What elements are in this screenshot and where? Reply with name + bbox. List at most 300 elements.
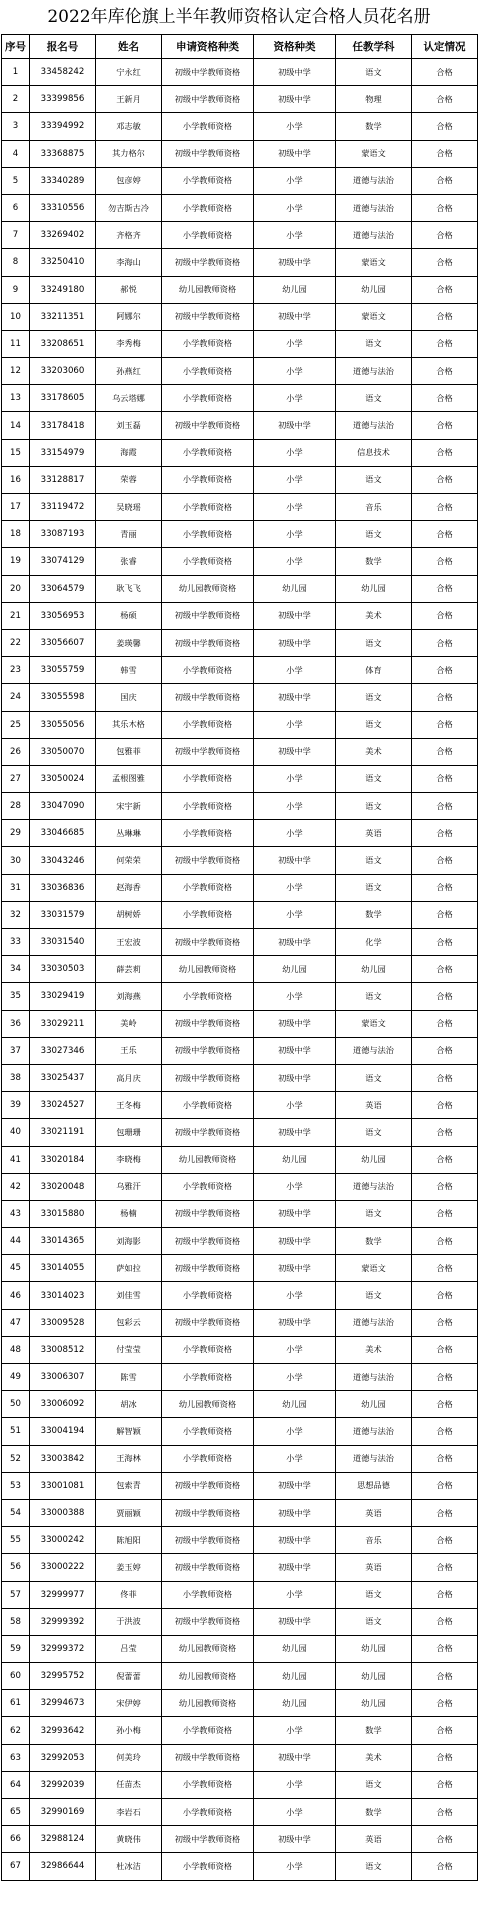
cell-subject: 语文 bbox=[336, 711, 412, 738]
cell-result: 合格 bbox=[412, 222, 478, 249]
cell-seq: 42 bbox=[2, 1173, 30, 1200]
table-row bbox=[2, 303, 478, 330]
cell-name: 王宏波 bbox=[96, 929, 162, 956]
cell-result: 合格 bbox=[412, 86, 478, 113]
cell-qual-type: 幼儿园 bbox=[254, 1690, 336, 1717]
cell-seq: 28 bbox=[2, 793, 30, 820]
cell-qual-type: 初级中学 bbox=[254, 1228, 336, 1255]
cell-result: 合格 bbox=[412, 494, 478, 521]
cell-result: 合格 bbox=[412, 602, 478, 629]
table-row bbox=[2, 1391, 478, 1418]
cell-applied-type: 初级中学教师资格 bbox=[162, 1200, 254, 1227]
cell-applied-type: 小学教师资格 bbox=[162, 1336, 254, 1363]
cell-name: 海霞 bbox=[96, 439, 162, 466]
cell-qual-type: 小学 bbox=[254, 657, 336, 684]
cell-reg-no: 33458242 bbox=[30, 59, 96, 86]
cell-name: 李海山 bbox=[96, 249, 162, 276]
table-row bbox=[2, 629, 478, 656]
cell-subject: 道德与法治 bbox=[336, 1037, 412, 1064]
cell-applied-type: 初级中学教师资格 bbox=[162, 602, 254, 629]
cell-qual-type: 初级中学 bbox=[254, 1499, 336, 1526]
cell-result: 合格 bbox=[412, 1418, 478, 1445]
cell-qual-type: 初级中学 bbox=[254, 1554, 336, 1581]
table-row bbox=[2, 1255, 478, 1282]
cell-result: 合格 bbox=[412, 521, 478, 548]
cell-name: 阿娜尔 bbox=[96, 303, 162, 330]
cell-subject: 语文 bbox=[336, 684, 412, 711]
cell-applied-type: 初级中学教师资格 bbox=[162, 140, 254, 167]
cell-result: 合格 bbox=[412, 385, 478, 412]
cell-subject: 美术 bbox=[336, 602, 412, 629]
cell-seq: 34 bbox=[2, 956, 30, 983]
cell-name: 刘玉磊 bbox=[96, 412, 162, 439]
cell-seq: 6 bbox=[2, 194, 30, 221]
cell-reg-no: 33340289 bbox=[30, 167, 96, 194]
cell-result: 合格 bbox=[412, 1744, 478, 1771]
cell-name: 宋伊婷 bbox=[96, 1690, 162, 1717]
cell-result: 合格 bbox=[412, 1690, 478, 1717]
cell-qual-type: 初级中学 bbox=[254, 303, 336, 330]
cell-name: 吴晓瑶 bbox=[96, 494, 162, 521]
cell-seq: 4 bbox=[2, 140, 30, 167]
cell-result: 合格 bbox=[412, 629, 478, 656]
cell-applied-type: 小学教师资格 bbox=[162, 983, 254, 1010]
roster-table bbox=[1, 34, 478, 1881]
cell-reg-no: 33008512 bbox=[30, 1336, 96, 1363]
table-row bbox=[2, 1119, 478, 1146]
cell-subject: 幼儿园 bbox=[336, 575, 412, 602]
cell-name: 耿飞飞 bbox=[96, 575, 162, 602]
cell-name: 贾丽颖 bbox=[96, 1499, 162, 1526]
cell-subject: 数学 bbox=[336, 1799, 412, 1826]
table-row bbox=[2, 1418, 478, 1445]
cell-seq: 65 bbox=[2, 1799, 30, 1826]
cell-name: 勿吉斯古冷 bbox=[96, 194, 162, 221]
cell-qual-type: 初级中学 bbox=[254, 1608, 336, 1635]
cell-applied-type: 初级中学教师资格 bbox=[162, 1499, 254, 1526]
cell-subject: 幼儿园 bbox=[336, 1391, 412, 1418]
cell-subject: 语文 bbox=[336, 847, 412, 874]
cell-result: 合格 bbox=[412, 1064, 478, 1091]
cell-name: 包彩云 bbox=[96, 1309, 162, 1336]
cell-subject: 英语 bbox=[336, 1092, 412, 1119]
cell-reg-no: 33014055 bbox=[30, 1255, 96, 1282]
cell-result: 合格 bbox=[412, 929, 478, 956]
table-row bbox=[2, 602, 478, 629]
cell-applied-type: 小学教师资格 bbox=[162, 1853, 254, 1880]
cell-name: 宁永红 bbox=[96, 59, 162, 86]
table-row bbox=[2, 1663, 478, 1690]
cell-applied-type: 幼儿园教师资格 bbox=[162, 1635, 254, 1662]
cell-reg-no: 33249180 bbox=[30, 276, 96, 303]
cell-seq: 66 bbox=[2, 1826, 30, 1853]
table-row bbox=[2, 765, 478, 792]
table-row bbox=[2, 657, 478, 684]
table-row bbox=[2, 249, 478, 276]
cell-subject: 数学 bbox=[336, 1717, 412, 1744]
cell-subject: 蒙语文 bbox=[336, 140, 412, 167]
cell-reg-no: 32995752 bbox=[30, 1663, 96, 1690]
cell-reg-no: 33015880 bbox=[30, 1200, 96, 1227]
cell-applied-type: 小学教师资格 bbox=[162, 820, 254, 847]
cell-subject: 蒙语文 bbox=[336, 303, 412, 330]
table-row bbox=[2, 412, 478, 439]
cell-subject: 数学 bbox=[336, 548, 412, 575]
cell-result: 合格 bbox=[412, 1092, 478, 1119]
cell-seq: 47 bbox=[2, 1309, 30, 1336]
cell-name: 王乐 bbox=[96, 1037, 162, 1064]
cell-applied-type: 小学教师资格 bbox=[162, 711, 254, 738]
cell-subject: 蒙语文 bbox=[336, 1010, 412, 1037]
table-row bbox=[2, 59, 478, 86]
cell-result: 合格 bbox=[412, 575, 478, 602]
cell-name: 国庆 bbox=[96, 684, 162, 711]
cell-name: 李晓梅 bbox=[96, 1146, 162, 1173]
table-row bbox=[2, 330, 478, 357]
cell-result: 合格 bbox=[412, 1608, 478, 1635]
cell-qual-type: 小学 bbox=[254, 874, 336, 901]
cell-name: 刘海影 bbox=[96, 1228, 162, 1255]
cell-reg-no: 33043246 bbox=[30, 847, 96, 874]
cell-result: 合格 bbox=[412, 140, 478, 167]
cell-applied-type: 初级中学教师资格 bbox=[162, 1608, 254, 1635]
table-row bbox=[2, 194, 478, 221]
cell-subject: 物理 bbox=[336, 86, 412, 113]
cell-seq: 43 bbox=[2, 1200, 30, 1227]
cell-qual-type: 小学 bbox=[254, 439, 336, 466]
cell-reg-no: 32986644 bbox=[30, 1853, 96, 1880]
cell-applied-type: 小学教师资格 bbox=[162, 1771, 254, 1798]
cell-name: 乌云塔娜 bbox=[96, 385, 162, 412]
cell-result: 合格 bbox=[412, 765, 478, 792]
cell-name: 薛芸莉 bbox=[96, 956, 162, 983]
cell-name: 宋宇新 bbox=[96, 793, 162, 820]
cell-qual-type: 初级中学 bbox=[254, 847, 336, 874]
table-row bbox=[2, 385, 478, 412]
cell-qual-type: 幼儿园 bbox=[254, 1146, 336, 1173]
cell-applied-type: 小学教师资格 bbox=[162, 874, 254, 901]
cell-applied-type: 初级中学教师资格 bbox=[162, 1554, 254, 1581]
cell-applied-type: 小学教师资格 bbox=[162, 167, 254, 194]
table-row bbox=[2, 1472, 478, 1499]
cell-reg-no: 33009528 bbox=[30, 1309, 96, 1336]
cell-name: 杨楠 bbox=[96, 1200, 162, 1227]
cell-result: 合格 bbox=[412, 466, 478, 493]
cell-seq: 52 bbox=[2, 1445, 30, 1472]
cell-seq: 15 bbox=[2, 439, 30, 466]
cell-name: 李岩石 bbox=[96, 1799, 162, 1826]
cell-result: 合格 bbox=[412, 303, 478, 330]
cell-reg-no: 33154979 bbox=[30, 439, 96, 466]
cell-name: 何美玲 bbox=[96, 1744, 162, 1771]
cell-name: 其力格尔 bbox=[96, 140, 162, 167]
table-row bbox=[2, 1173, 478, 1200]
cell-seq: 33 bbox=[2, 929, 30, 956]
cell-result: 合格 bbox=[412, 1336, 478, 1363]
cell-seq: 24 bbox=[2, 684, 30, 711]
cell-applied-type: 初级中学教师资格 bbox=[162, 1826, 254, 1853]
cell-name: 包索青 bbox=[96, 1472, 162, 1499]
cell-applied-type: 幼儿园教师资格 bbox=[162, 1690, 254, 1717]
cell-applied-type: 初级中学教师资格 bbox=[162, 1228, 254, 1255]
cell-qual-type: 小学 bbox=[254, 1418, 336, 1445]
table-row bbox=[2, 1527, 478, 1554]
cell-qual-type: 小学 bbox=[254, 1336, 336, 1363]
cell-qual-type: 初级中学 bbox=[254, 1255, 336, 1282]
cell-name: 邓志敏 bbox=[96, 113, 162, 140]
cell-name: 其乐木格 bbox=[96, 711, 162, 738]
cell-applied-type: 小学教师资格 bbox=[162, 1418, 254, 1445]
cell-reg-no: 33394992 bbox=[30, 113, 96, 140]
cell-applied-type: 小学教师资格 bbox=[162, 113, 254, 140]
cell-reg-no: 33046685 bbox=[30, 820, 96, 847]
header-name: 姓名 bbox=[96, 35, 162, 59]
cell-subject: 道德与法治 bbox=[336, 1173, 412, 1200]
cell-name: 佟菲 bbox=[96, 1581, 162, 1608]
cell-result: 合格 bbox=[412, 276, 478, 303]
cell-subject: 道德与法治 bbox=[336, 194, 412, 221]
cell-result: 合格 bbox=[412, 358, 478, 385]
cell-reg-no: 33000242 bbox=[30, 1527, 96, 1554]
cell-applied-type: 小学教师资格 bbox=[162, 765, 254, 792]
cell-subject: 道德与法治 bbox=[336, 1445, 412, 1472]
cell-seq: 7 bbox=[2, 222, 30, 249]
table-row bbox=[2, 1092, 478, 1119]
table-row bbox=[2, 494, 478, 521]
cell-name: 青丽 bbox=[96, 521, 162, 548]
cell-reg-no: 33047090 bbox=[30, 793, 96, 820]
cell-seq: 16 bbox=[2, 466, 30, 493]
cell-applied-type: 小学教师资格 bbox=[162, 1092, 254, 1119]
cell-name: 孟根图雅 bbox=[96, 765, 162, 792]
cell-seq: 30 bbox=[2, 847, 30, 874]
table-row bbox=[2, 1853, 478, 1880]
table-row bbox=[2, 439, 478, 466]
cell-qual-type: 小学 bbox=[254, 521, 336, 548]
cell-applied-type: 初级中学教师资格 bbox=[162, 684, 254, 711]
cell-applied-type: 初级中学教师资格 bbox=[162, 629, 254, 656]
cell-name: 荣蓉 bbox=[96, 466, 162, 493]
cell-subject: 语文 bbox=[336, 1119, 412, 1146]
cell-result: 合格 bbox=[412, 1255, 478, 1282]
cell-reg-no: 33020184 bbox=[30, 1146, 96, 1173]
cell-reg-no: 33064579 bbox=[30, 575, 96, 602]
cell-subject: 语文 bbox=[336, 1200, 412, 1227]
cell-applied-type: 小学教师资格 bbox=[162, 1799, 254, 1826]
cell-result: 合格 bbox=[412, 548, 478, 575]
table-row bbox=[2, 1744, 478, 1771]
cell-result: 合格 bbox=[412, 1799, 478, 1826]
cell-subject: 语文 bbox=[336, 59, 412, 86]
cell-applied-type: 初级中学教师资格 bbox=[162, 1010, 254, 1037]
cell-result: 合格 bbox=[412, 1853, 478, 1880]
cell-reg-no: 33004194 bbox=[30, 1418, 96, 1445]
cell-subject: 数学 bbox=[336, 901, 412, 928]
cell-seq: 26 bbox=[2, 738, 30, 765]
table-row bbox=[2, 1554, 478, 1581]
cell-reg-no: 32999977 bbox=[30, 1581, 96, 1608]
cell-qual-type: 初级中学 bbox=[254, 1527, 336, 1554]
cell-qual-type: 小学 bbox=[254, 167, 336, 194]
cell-reg-no: 33001081 bbox=[30, 1472, 96, 1499]
cell-result: 合格 bbox=[412, 167, 478, 194]
cell-applied-type: 幼儿园教师资格 bbox=[162, 1146, 254, 1173]
cell-name: 付莹莹 bbox=[96, 1336, 162, 1363]
cell-applied-type: 幼儿园教师资格 bbox=[162, 1663, 254, 1690]
cell-result: 合格 bbox=[412, 1391, 478, 1418]
cell-qual-type: 幼儿园 bbox=[254, 276, 336, 303]
cell-reg-no: 33178605 bbox=[30, 385, 96, 412]
cell-result: 合格 bbox=[412, 1445, 478, 1472]
cell-name: 孙小梅 bbox=[96, 1717, 162, 1744]
table-row bbox=[2, 1282, 478, 1309]
cell-reg-no: 33087193 bbox=[30, 521, 96, 548]
cell-applied-type: 小学教师资格 bbox=[162, 439, 254, 466]
cell-result: 合格 bbox=[412, 901, 478, 928]
cell-qual-type: 初级中学 bbox=[254, 1309, 336, 1336]
cell-subject: 语文 bbox=[336, 629, 412, 656]
cell-seq: 14 bbox=[2, 412, 30, 439]
cell-applied-type: 小学教师资格 bbox=[162, 358, 254, 385]
cell-seq: 2 bbox=[2, 86, 30, 113]
cell-seq: 19 bbox=[2, 548, 30, 575]
cell-qual-type: 小学 bbox=[254, 1717, 336, 1744]
cell-seq: 61 bbox=[2, 1690, 30, 1717]
table-row bbox=[2, 1771, 478, 1798]
cell-name: 丛琳琳 bbox=[96, 820, 162, 847]
cell-result: 合格 bbox=[412, 330, 478, 357]
cell-subject: 道德与法治 bbox=[336, 412, 412, 439]
cell-applied-type: 初级中学教师资格 bbox=[162, 249, 254, 276]
header-reg-no: 报名号 bbox=[30, 35, 96, 59]
cell-qual-type: 初级中学 bbox=[254, 929, 336, 956]
table-row bbox=[2, 1799, 478, 1826]
cell-qual-type: 小学 bbox=[254, 983, 336, 1010]
cell-name: 姜瑛馨 bbox=[96, 629, 162, 656]
cell-name: 刘佳雪 bbox=[96, 1282, 162, 1309]
cell-reg-no: 33119472 bbox=[30, 494, 96, 521]
cell-subject: 化学 bbox=[336, 929, 412, 956]
cell-subject: 蒙语文 bbox=[336, 1255, 412, 1282]
table-row bbox=[2, 140, 478, 167]
cell-result: 合格 bbox=[412, 1771, 478, 1798]
cell-qual-type: 小学 bbox=[254, 1853, 336, 1880]
cell-subject: 幼儿园 bbox=[336, 1690, 412, 1717]
cell-subject: 道德与法治 bbox=[336, 1364, 412, 1391]
cell-name: 杨硕 bbox=[96, 602, 162, 629]
cell-subject: 英语 bbox=[336, 1554, 412, 1581]
cell-reg-no: 33203060 bbox=[30, 358, 96, 385]
cell-name: 何荣荣 bbox=[96, 847, 162, 874]
table-row bbox=[2, 1581, 478, 1608]
cell-subject: 英语 bbox=[336, 1499, 412, 1526]
table-row bbox=[2, 222, 478, 249]
cell-subject: 音乐 bbox=[336, 1527, 412, 1554]
cell-seq: 53 bbox=[2, 1472, 30, 1499]
cell-seq: 58 bbox=[2, 1608, 30, 1635]
cell-result: 合格 bbox=[412, 1228, 478, 1255]
cell-seq: 57 bbox=[2, 1581, 30, 1608]
table-row bbox=[2, 1608, 478, 1635]
table-row bbox=[2, 1336, 478, 1363]
cell-reg-no: 33178418 bbox=[30, 412, 96, 439]
cell-reg-no: 32988124 bbox=[30, 1826, 96, 1853]
table-row bbox=[2, 1146, 478, 1173]
cell-applied-type: 小学教师资格 bbox=[162, 466, 254, 493]
table-row bbox=[2, 738, 478, 765]
cell-seq: 48 bbox=[2, 1336, 30, 1363]
cell-qual-type: 小学 bbox=[254, 1282, 336, 1309]
cell-subject: 语文 bbox=[336, 1064, 412, 1091]
table-row bbox=[2, 1309, 478, 1336]
cell-reg-no: 33310556 bbox=[30, 194, 96, 221]
cell-name: 黄晓伟 bbox=[96, 1826, 162, 1853]
table-row bbox=[2, 86, 478, 113]
cell-subject: 幼儿园 bbox=[336, 276, 412, 303]
header-row bbox=[2, 35, 478, 59]
cell-reg-no: 33027346 bbox=[30, 1037, 96, 1064]
cell-subject: 幼儿园 bbox=[336, 1146, 412, 1173]
cell-seq: 37 bbox=[2, 1037, 30, 1064]
cell-name: 高月庆 bbox=[96, 1064, 162, 1091]
cell-name: 李秀梅 bbox=[96, 330, 162, 357]
cell-name: 赵海香 bbox=[96, 874, 162, 901]
cell-subject: 语文 bbox=[336, 1282, 412, 1309]
cell-result: 合格 bbox=[412, 874, 478, 901]
cell-subject: 语文 bbox=[336, 765, 412, 792]
cell-qual-type: 小学 bbox=[254, 358, 336, 385]
cell-qual-type: 初级中学 bbox=[254, 1472, 336, 1499]
cell-qual-type: 小学 bbox=[254, 222, 336, 249]
table-row bbox=[2, 1690, 478, 1717]
cell-qual-type: 小学 bbox=[254, 466, 336, 493]
cell-applied-type: 初级中学教师资格 bbox=[162, 59, 254, 86]
cell-name: 包彦婷 bbox=[96, 167, 162, 194]
cell-qual-type: 初级中学 bbox=[254, 59, 336, 86]
cell-subject: 道德与法治 bbox=[336, 1309, 412, 1336]
cell-seq: 9 bbox=[2, 276, 30, 303]
cell-qual-type: 小学 bbox=[254, 113, 336, 140]
cell-applied-type: 小学教师资格 bbox=[162, 1717, 254, 1744]
cell-qual-type: 小学 bbox=[254, 901, 336, 928]
cell-subject: 语文 bbox=[336, 793, 412, 820]
cell-subject: 语文 bbox=[336, 1853, 412, 1880]
cell-applied-type: 幼儿园教师资格 bbox=[162, 1391, 254, 1418]
table-row bbox=[2, 466, 478, 493]
cell-result: 合格 bbox=[412, 1309, 478, 1336]
cell-seq: 1 bbox=[2, 59, 30, 86]
cell-subject: 信息技术 bbox=[336, 439, 412, 466]
cell-applied-type: 小学教师资格 bbox=[162, 385, 254, 412]
cell-reg-no: 33000388 bbox=[30, 1499, 96, 1526]
cell-subject: 蒙语文 bbox=[336, 249, 412, 276]
cell-qual-type: 小学 bbox=[254, 793, 336, 820]
cell-applied-type: 小学教师资格 bbox=[162, 194, 254, 221]
cell-result: 合格 bbox=[412, 1173, 478, 1200]
cell-reg-no: 32992039 bbox=[30, 1771, 96, 1798]
cell-result: 合格 bbox=[412, 1282, 478, 1309]
cell-reg-no: 33250410 bbox=[30, 249, 96, 276]
cell-qual-type: 小学 bbox=[254, 711, 336, 738]
cell-seq: 64 bbox=[2, 1771, 30, 1798]
cell-subject: 语文 bbox=[336, 385, 412, 412]
cell-seq: 25 bbox=[2, 711, 30, 738]
cell-seq: 31 bbox=[2, 874, 30, 901]
cell-subject: 美术 bbox=[336, 738, 412, 765]
table-row bbox=[2, 113, 478, 140]
cell-name: 张睿 bbox=[96, 548, 162, 575]
cell-qual-type: 幼儿园 bbox=[254, 1391, 336, 1418]
